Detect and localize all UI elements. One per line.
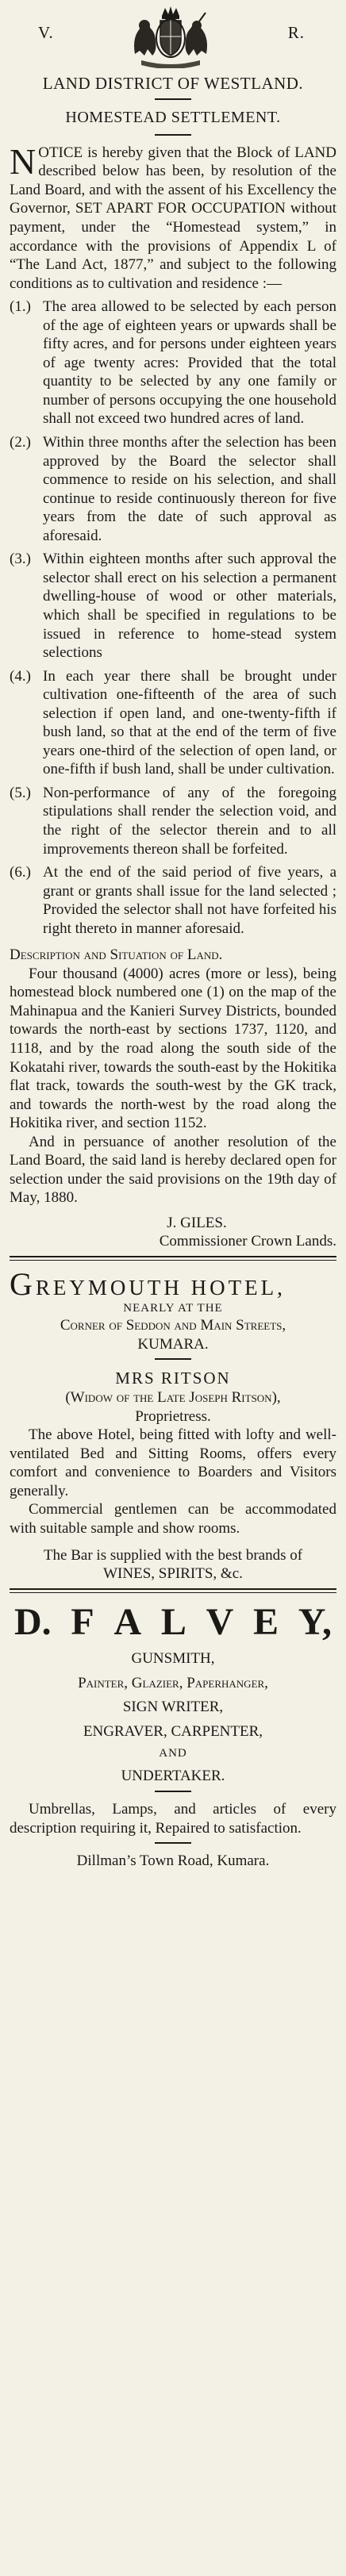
- condition-number: (3.): [10, 551, 31, 568]
- condition-text: The area allowed to be selected by each person of the age of eighteen years or upwards shall be fifty acres, and for persons under eighteen years of age twenty acres: Provided that the total quantity to be selected by any one family or number of persons occupying the one household shall not exceed two hundred acres of land.: [43, 298, 336, 428]
- hotel-bar-line: The Bar is supplied with the best brands of: [43, 1546, 303, 1564]
- condition-number: (5.): [10, 784, 31, 801]
- falvey-letter: L: [160, 1600, 186, 1643]
- condition-text: Within three months after the selection has been approved by the Board the selector shall commence to reside on his selection, and shall continue to reside continuously thereon for five years from the date of such approval as aforesaid.: [43, 434, 336, 544]
- falvey-letter: V: [206, 1600, 234, 1643]
- condition-number: (4.): [10, 667, 31, 685]
- condition-item: [10, 784, 336, 858]
- notice-intro-text: OTICE is hereby given that the Block of LAND described below has been, by resolution of the Land Board, and with the assent of his Excellency the Governor, SET APART FOR OCCUPATION without payment, under the “Homestead system,” in accordance with the provisions of Appendix L of “The Land Act, 1877,” and subject to the following conditions as to cultivation and residence :—: [10, 144, 336, 292]
- royal-header: [10, 5, 336, 71]
- condition-item: [10, 550, 336, 662]
- falvey-letter: D.: [14, 1600, 52, 1643]
- trade-painter: Painter, Glazier, Paperhanger,: [78, 1674, 268, 1691]
- falvey-address: Dillman’s Town Road, Kumara.: [76, 1852, 270, 1870]
- notice-title: LAND DISTRICT OF WESTLAND.: [42, 74, 304, 93]
- hotel-name: [10, 1266, 336, 1302]
- falvey-name: [10, 1601, 336, 1644]
- signature-name: J. GILES.: [167, 1214, 227, 1231]
- divider: [155, 134, 191, 136]
- condition-text: In each year there shall be brought under cultivation one-fifteenth of the area of such selection if open land, and one-twenty-fifth if bush land, so that at the end of the term of five years one-third of the selection of open land, or one-fifth if bush land, shall be under cultivation.: [43, 667, 336, 778]
- notice-intro: [10, 140, 336, 293]
- divider: [155, 98, 191, 100]
- hotel-wines: WINES, SPIRITS, &c.: [103, 1565, 243, 1583]
- trade-sign-writer: SIGN WRITER,: [122, 1699, 224, 1716]
- divider: [155, 1842, 191, 1844]
- falvey-letter: E: [252, 1600, 279, 1643]
- condition-number: (2.): [10, 434, 31, 451]
- trade-gunsmith: GUNSMITH,: [131, 1650, 215, 1668]
- description-text: Four thousand (4000) acres (more or less), being homestead block numbered one (1) on the map of the Mahinapua and the Kanieri Survey Districts, bounded towards the north-east by sections 1737, 1120, and 1118, and by the road along the south side of the Kokatahi river, towards the south-east by the Hokitika flat track, towards the south-west by the GK track, and towards the north-west by the road along the Hokitika river, and section 1152.: [10, 965, 336, 1132]
- divider: [155, 1358, 191, 1360]
- falvey-description: Umbrellas, Lamps, and articles of every description requiring it, Repaired to satisfaction.: [10, 1801, 336, 1837]
- r-letter: R.: [287, 23, 305, 42]
- condition-number: (6.): [10, 864, 31, 881]
- signature-title: Commissioner Crown Lands.: [159, 1233, 336, 1250]
- hotel-nearly-at: NEARLY AT THE: [123, 1302, 223, 1315]
- conditions-list: [10, 298, 336, 938]
- condition-item: [10, 863, 336, 938]
- widow-line: (Widow of the Late Joseph Ritson),: [65, 1389, 281, 1407]
- newspaper-column: [10, 0, 336, 1871]
- condition-number: (1.): [10, 298, 31, 316]
- condition-text: Non-performance of any of the foregoing stipulations shall render the selection void, and the right of the selector therein and to all improvements thereon shall be forfeited.: [43, 784, 336, 858]
- condition-item: [10, 667, 336, 779]
- description-heading: Description and Situation of Land.: [10, 946, 223, 964]
- hotel-commercial-text: Commercial gentlemen can be accommodated with suitable sample and show rooms.: [10, 1501, 336, 1538]
- drop-cap: N: [10, 140, 37, 182]
- royal-coat-of-arms-icon: [124, 5, 217, 68]
- condition-item: [10, 298, 336, 428]
- hotel-description: The above Hotel, being fitted with lofty and well-ventilated Bed and Sitting Rooms, offers every comfort and convenience to Boarders and Visitors generally.: [10, 1426, 336, 1499]
- falvey-letter: Y,: [298, 1600, 332, 1643]
- trade-and: AND: [159, 1747, 187, 1760]
- hotel-town: KUMARA.: [137, 1335, 209, 1353]
- v-letter: V.: [38, 23, 54, 42]
- trade-undertaker: UNDERTAKER.: [121, 1767, 225, 1784]
- section-divider: [10, 1256, 336, 1261]
- condition-text: Within eighteen months after such approval the selector shall erect on his selection a permanent dwelling-house of wood or other materials, which shall be specified in regulations to be issued in reference to home-stead system selections: [43, 551, 336, 662]
- condition-text: At the end of the said period of five years, a grant or grants shall issue for the land selected ; Provided the selector shall not have forfeited his right thereto in manner aforesaid.: [43, 864, 336, 937]
- proprietor-name: MRS RITSON: [115, 1369, 231, 1388]
- condition-item: [10, 433, 336, 545]
- hotel-corner: Corner of Seddon and Main Streets,: [60, 1317, 286, 1334]
- trade-engraver: ENGRAVER, CARPENTER,: [83, 1722, 263, 1740]
- hotel-name-initial: G: [10, 1266, 36, 1302]
- proprietress-label: Proprietress.: [135, 1407, 211, 1425]
- hotel-name-rest: REYMOUTH HOTEL,: [35, 1276, 286, 1300]
- falvey-letter: A: [113, 1600, 142, 1643]
- section-divider: [10, 1588, 336, 1593]
- divider: [155, 1791, 191, 1792]
- falvey-letter: F: [71, 1600, 94, 1643]
- notice-subtitle: HOMESTEAD SETTLEMENT.: [65, 109, 281, 127]
- pursuance-text: And in persuance of another resolution of the Land Board, the said land is hereby declared open for selection under the said provisions on the 19th day of May, 1880.: [10, 1133, 336, 1207]
